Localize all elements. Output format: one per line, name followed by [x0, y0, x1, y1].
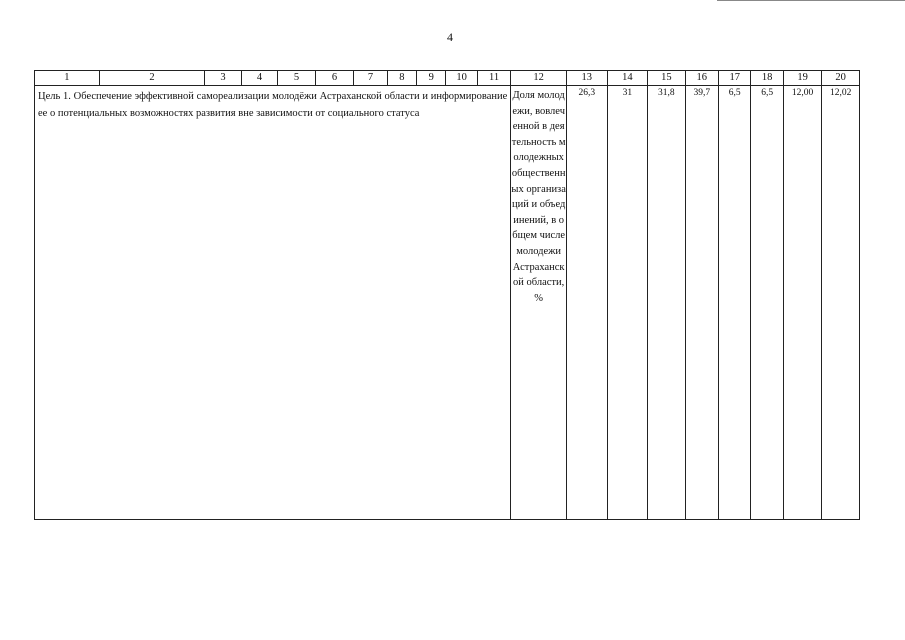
page-number: 4 [447, 30, 453, 44]
col-header-17: 17 [719, 71, 751, 86]
col-header-10: 10 [446, 71, 477, 86]
col-header-1: 1 [35, 71, 100, 86]
col-header-15: 15 [648, 71, 686, 86]
indicator-text: Доля молодежи, вовлеченной в деятельность молодежных общественных организаций и объединений, в общем числе молодежи Астраханской области, % [511, 90, 566, 304]
col-header-7: 7 [354, 71, 387, 86]
top-rule [717, 0, 905, 1]
col-header-18: 18 [751, 71, 783, 86]
value-col-16: 39,7 [685, 86, 718, 520]
value-col-18: 6,5 [751, 86, 783, 520]
col-header-8: 8 [387, 71, 416, 86]
col-header-3: 3 [205, 71, 241, 86]
col-header-19: 19 [783, 71, 822, 86]
value-col-20: 12,02 [822, 86, 860, 520]
goal-cell [35, 86, 511, 520]
col-header-12: 12 [511, 71, 567, 86]
col-header-13: 13 [567, 71, 608, 86]
col-header-5: 5 [278, 71, 316, 86]
col-header-4: 4 [241, 71, 277, 86]
col-header-11: 11 [477, 71, 510, 86]
col-header-20: 20 [822, 71, 860, 86]
value-col-15: 31,8 [648, 86, 686, 520]
header-row [35, 71, 860, 86]
col-header-9: 9 [417, 71, 446, 86]
value-col-17: 6,5 [719, 86, 751, 520]
indicator-cell [511, 86, 567, 520]
col-header-14: 14 [607, 71, 648, 86]
data-table [34, 70, 860, 520]
col-header-6: 6 [315, 71, 354, 86]
col-header-16: 16 [685, 71, 718, 86]
value-col-19: 12,00 [783, 86, 822, 520]
value-col-14: 31 [607, 86, 648, 520]
goal-text: Цель 1. Обеспечение эффективной самореализации молодёжи Астраханской области и информирование ее о потенциальных возможностях развития вне зависимости от социального статуса [38, 91, 508, 119]
col-header-2: 2 [99, 71, 204, 86]
value-col-13: 26,3 [567, 86, 608, 520]
table-row [35, 86, 860, 520]
